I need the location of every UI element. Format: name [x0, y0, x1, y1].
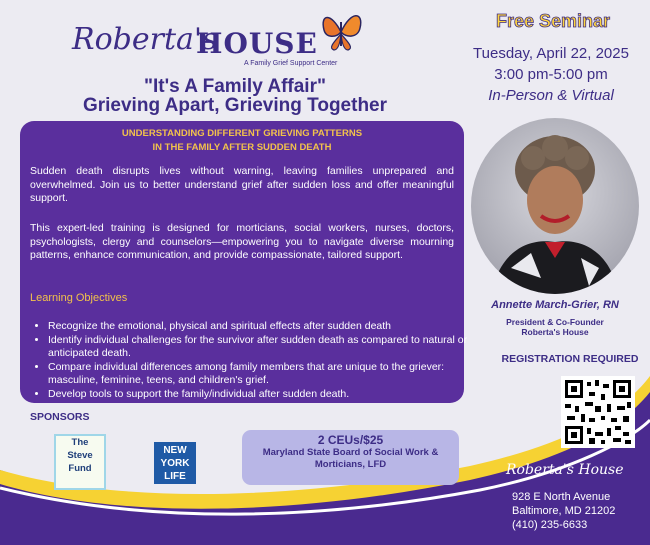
logo-name: Roberta's [72, 22, 218, 57]
steve-fund-logo-text: Steve [67, 450, 93, 461]
list-item: • Recognize the emotional, physical and spiritual effects after sudden death [48, 320, 470, 334]
steve-fund-logo-text: Fund [68, 463, 92, 474]
address-city: Baltimore, MD 21202 [512, 505, 616, 517]
address-street: 928 E North Avenue [512, 491, 611, 503]
panel-heading-line2: IN THE FAMILY AFTER SUDDEN DEATH [152, 142, 332, 153]
presenter-photo [471, 118, 639, 294]
presenter-name: Annette March-Grier, RN [491, 299, 619, 311]
presenter-title [480, 317, 630, 337]
presenter-title-line1: President & Co-Founder [506, 317, 604, 327]
new-york-life-logo-text: LIFE [164, 471, 186, 482]
butterfly-icon [316, 8, 366, 54]
event-time: 3:00 pm-5:00 pm [494, 66, 608, 83]
presenter-portrait [471, 118, 639, 294]
content-panel [20, 121, 468, 403]
seminar-title-line2: Grieving Apart, Grieving Together [82, 95, 388, 116]
list-item: • Compare individual differences among family members that are unique to the griever: masculine, feminine, teens, and children's grief. [48, 361, 470, 388]
new-york-life-logo-text: YORK [160, 458, 190, 469]
steve-fund-logo [54, 434, 106, 490]
steve-fund-logo-text: The [71, 437, 89, 448]
ceu-price: 2 CEUs/$25 [317, 433, 384, 447]
seminar-title-line1: "It's A Family Affair" [144, 76, 326, 97]
list-item: • Develop tools to support the family/individual after sudden death. [48, 388, 470, 402]
footer-logo: Roberta's House [506, 462, 624, 478]
sponsors-label: SPONSORS [30, 411, 90, 423]
list-item: • Identify individual challenges for the survivor after sudden death as compared to natural or anticipated death. [48, 334, 470, 361]
intro-paragraph: Sudden death disrupts lives without warning, leaving families unprepared and overwhelmed. Join us to better understand grief after sudden loss and offer meaningful support. [30, 165, 454, 204]
panel-heading [20, 127, 464, 155]
phone-number: (410) 235-6633 [512, 519, 588, 531]
event-mode: In-Person & Virtual [488, 87, 614, 104]
new-york-life-logo [154, 442, 196, 484]
free-seminar-banner: Free Seminar [495, 11, 611, 31]
logo-house: HOUSE [196, 27, 318, 60]
event-date: Tuesday, April 22, 2025 [473, 45, 629, 62]
learning-objectives-label: Learning Objectives [30, 292, 128, 304]
learning-objectives-list [32, 320, 470, 401]
training-paragraph: This expert-led training is designed for morticians, social workers, nurses, doctors, psychologists, clergy and counselors—empowering you to navigate diverse mourning patterns, enhance communication, and provide compassionate, tailored support. [30, 222, 454, 261]
logo-tagline: A Family Grief Support Center [244, 60, 338, 67]
ceu-board-line1: Maryland State Board of Social Work & [262, 447, 439, 458]
registration-qr-code[interactable] [561, 376, 635, 448]
ceu-info-box [242, 430, 459, 485]
registration-required: REGISTRATION REQUIRED [501, 353, 639, 365]
presenter-title-line2: Roberta's House [521, 327, 589, 337]
new-york-life-logo-text: NEW [163, 445, 187, 456]
panel-heading-line1: UNDERSTANDING DIFFERENT GRIEVING PATTERNS [121, 128, 363, 139]
ceu-board-line2: Morticians, LFD [314, 459, 387, 470]
